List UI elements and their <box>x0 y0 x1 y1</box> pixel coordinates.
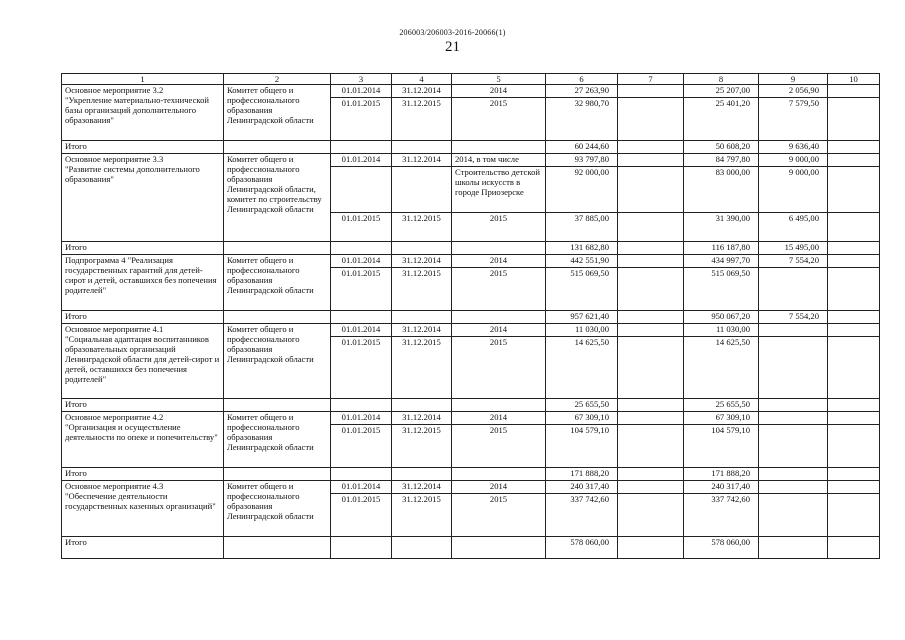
total-value: 515 069,50 <box>546 268 618 311</box>
local-value <box>759 494 828 537</box>
end-date <box>392 167 452 213</box>
end-date: 31.12.2015 <box>392 425 452 468</box>
start-date <box>331 167 392 213</box>
total-label: Итого <box>62 141 224 154</box>
start-date: 01.01.2014 <box>331 154 392 167</box>
measure-name: Основное мероприятие 3.2 "Укрепление материально-технической базы организаций дополнительного образования" <box>62 85 224 141</box>
other-value <box>828 141 880 154</box>
total-value: 60 244,60 <box>546 141 618 154</box>
column-header: 7 <box>618 74 684 85</box>
start-date: 01.01.2014 <box>331 324 392 337</box>
executor <box>224 311 331 324</box>
executor: Комитет общего и профессионального образования Ленинградской области <box>224 481 331 537</box>
start-date: 01.01.2014 <box>331 481 392 494</box>
end-date: 31.12.2014 <box>392 255 452 268</box>
total-value: 67 309,10 <box>546 412 618 425</box>
local-value: 9 636,40 <box>759 141 828 154</box>
start-date <box>331 468 392 481</box>
federal-value <box>618 311 684 324</box>
federal-value <box>618 213 684 242</box>
regional-value: 515 069,50 <box>684 268 759 311</box>
local-value: 7 554,20 <box>759 311 828 324</box>
other-value <box>828 154 880 167</box>
column-header: 10 <box>828 74 880 85</box>
federal-value <box>618 98 684 141</box>
end-date <box>392 141 452 154</box>
executor: Комитет общего и профессионального образования Ленинградской области <box>224 324 331 399</box>
regional-value: 84 797,80 <box>684 154 759 167</box>
regional-value: 25 401,20 <box>684 98 759 141</box>
end-date: 31.12.2015 <box>392 268 452 311</box>
federal-value <box>618 141 684 154</box>
federal-value <box>618 167 684 213</box>
local-value <box>759 481 828 494</box>
year <box>452 537 546 559</box>
federal-value <box>618 337 684 399</box>
federal-value <box>618 412 684 425</box>
year: 2014 <box>452 481 546 494</box>
column-header: 8 <box>684 74 759 85</box>
other-value <box>828 481 880 494</box>
year: 2014 <box>452 412 546 425</box>
year-note: Строительство детской школы искусств в городе Приозерске <box>452 167 546 213</box>
end-date: 31.12.2014 <box>392 481 452 494</box>
start-date <box>331 311 392 324</box>
executor <box>224 242 331 255</box>
local-value <box>759 337 828 399</box>
regional-value: 104 579,10 <box>684 425 759 468</box>
total-label: Итого <box>62 399 224 412</box>
local-value: 2 056,90 <box>759 85 828 98</box>
local-value: 9 000,00 <box>759 167 828 213</box>
end-date: 31.12.2014 <box>392 85 452 98</box>
other-value <box>828 268 880 311</box>
local-value <box>759 268 828 311</box>
column-header: 3 <box>331 74 392 85</box>
year: 2014 <box>452 324 546 337</box>
total-row <box>62 537 880 559</box>
start-date <box>331 242 392 255</box>
regional-value: 31 390,00 <box>684 213 759 242</box>
start-date: 01.01.2015 <box>331 425 392 468</box>
total-label: Итого <box>62 311 224 324</box>
other-value <box>828 242 880 255</box>
local-value: 9 000,00 <box>759 154 828 167</box>
table-row <box>62 481 880 494</box>
regional-value: 11 030,00 <box>684 324 759 337</box>
federal-value <box>618 85 684 98</box>
end-date <box>392 311 452 324</box>
year: 2014 <box>452 255 546 268</box>
column-header: 5 <box>452 74 546 85</box>
local-value <box>759 537 828 559</box>
other-value <box>828 167 880 213</box>
other-value <box>828 255 880 268</box>
other-value <box>828 98 880 141</box>
page-number: 21 <box>445 39 460 55</box>
federal-value <box>618 468 684 481</box>
document-id: 206003/206003-2016-20066(1) <box>399 28 506 37</box>
total-value: 27 263,90 <box>546 85 618 98</box>
regional-value: 578 060,00 <box>684 537 759 559</box>
other-value <box>828 425 880 468</box>
year: 2015 <box>452 268 546 311</box>
year: 2015 <box>452 494 546 537</box>
executor <box>224 468 331 481</box>
other-value <box>828 311 880 324</box>
measure-name: Основное мероприятие 4.3 "Обеспечение деятельности государственных казенных организаций" <box>62 481 224 537</box>
total-row <box>62 311 880 324</box>
total-value: 240 317,40 <box>546 481 618 494</box>
end-date: 31.12.2015 <box>392 98 452 141</box>
start-date: 01.01.2015 <box>331 98 392 141</box>
total-value: 25 655,50 <box>546 399 618 412</box>
regional-value: 50 608,20 <box>684 141 759 154</box>
other-value <box>828 399 880 412</box>
column-header: 1 <box>62 74 224 85</box>
table-row <box>62 154 880 167</box>
federal-value <box>618 425 684 468</box>
end-date: 31.12.2014 <box>392 154 452 167</box>
end-date: 31.12.2014 <box>392 324 452 337</box>
local-value <box>759 425 828 468</box>
executor: Комитет общего и профессионального образования Ленинградской области, комитет по строительству Ленинградской области <box>224 154 331 242</box>
total-value: 32 980,70 <box>546 98 618 141</box>
measure-name: Основное мероприятие 4.2 "Организация и осуществление деятельности по опеке и попечительству" <box>62 412 224 468</box>
table-row <box>62 324 880 337</box>
regional-value: 14 625,50 <box>684 337 759 399</box>
regional-value: 67 309,10 <box>684 412 759 425</box>
executor: Комитет общего и профессионального образования Ленинградской области <box>224 412 331 468</box>
local-value: 7 579,50 <box>759 98 828 141</box>
regional-value: 950 067,20 <box>684 311 759 324</box>
total-row <box>62 141 880 154</box>
regional-value: 83 000,00 <box>684 167 759 213</box>
federal-value <box>618 399 684 412</box>
federal-value <box>618 494 684 537</box>
local-value <box>759 399 828 412</box>
column-header: 2 <box>224 74 331 85</box>
federal-value <box>618 481 684 494</box>
program-table <box>61 73 880 559</box>
regional-value: 116 187,80 <box>684 242 759 255</box>
total-row <box>62 242 880 255</box>
header-row <box>62 74 880 85</box>
table-row <box>62 412 880 425</box>
total-value: 92 000,00 <box>546 167 618 213</box>
other-value <box>828 85 880 98</box>
end-date <box>392 399 452 412</box>
regional-value: 25 207,00 <box>684 85 759 98</box>
executor: Комитет общего и профессионального образования Ленинградской области <box>224 255 331 311</box>
total-value: 957 621,40 <box>546 311 618 324</box>
other-value <box>828 468 880 481</box>
start-date: 01.01.2014 <box>331 85 392 98</box>
local-value: 6 495,00 <box>759 213 828 242</box>
federal-value <box>618 268 684 311</box>
start-date <box>331 399 392 412</box>
regional-value: 240 317,40 <box>684 481 759 494</box>
total-label: Итого <box>62 242 224 255</box>
federal-value <box>618 255 684 268</box>
executor <box>224 537 331 559</box>
executor <box>224 141 331 154</box>
regional-value: 337 742,60 <box>684 494 759 537</box>
local-value <box>759 468 828 481</box>
year: 2015 <box>452 337 546 399</box>
total-value: 442 551,90 <box>546 255 618 268</box>
column-header: 9 <box>759 74 828 85</box>
total-label: Итого <box>62 537 224 559</box>
year: 2014, в том числе <box>452 154 546 167</box>
total-value: 578 060,00 <box>546 537 618 559</box>
other-value <box>828 494 880 537</box>
year <box>452 399 546 412</box>
start-date: 01.01.2015 <box>331 337 392 399</box>
total-label: Итого <box>62 468 224 481</box>
end-date <box>392 537 452 559</box>
start-date: 01.01.2014 <box>331 412 392 425</box>
total-value: 131 682,80 <box>546 242 618 255</box>
column-header: 6 <box>546 74 618 85</box>
federal-value <box>618 537 684 559</box>
start-date <box>331 537 392 559</box>
executor: Комитет общего и профессионального образования Ленинградской области <box>224 85 331 141</box>
measure-name: Основное мероприятие 3.3 "Развитие системы дополнительного образования" <box>62 154 224 242</box>
table-row <box>62 85 880 98</box>
federal-value <box>618 242 684 255</box>
end-date: 31.12.2015 <box>392 213 452 242</box>
year: 2015 <box>452 213 546 242</box>
federal-value <box>618 154 684 167</box>
regional-value: 25 655,50 <box>684 399 759 412</box>
year: 2015 <box>452 425 546 468</box>
total-value: 104 579,10 <box>546 425 618 468</box>
local-value: 7 554,20 <box>759 255 828 268</box>
federal-value <box>618 324 684 337</box>
end-date: 31.12.2015 <box>392 337 452 399</box>
column-header: 4 <box>392 74 452 85</box>
total-value: 37 885,00 <box>546 213 618 242</box>
start-date: 01.01.2014 <box>331 255 392 268</box>
other-value <box>828 213 880 242</box>
total-value: 337 742,60 <box>546 494 618 537</box>
total-value: 11 030,00 <box>546 324 618 337</box>
total-value: 171 888,20 <box>546 468 618 481</box>
end-date: 31.12.2015 <box>392 494 452 537</box>
year <box>452 468 546 481</box>
other-value <box>828 324 880 337</box>
year <box>452 311 546 324</box>
other-value <box>828 537 880 559</box>
start-date: 01.01.2015 <box>331 213 392 242</box>
table-row <box>62 255 880 268</box>
local-value <box>759 412 828 425</box>
measure-name: Подпрограмма 4 "Реализация государственных гарантий для детей-сирот и детей, оставшихся без попечения родителей" <box>62 255 224 311</box>
local-value <box>759 324 828 337</box>
total-value: 93 797,80 <box>546 154 618 167</box>
end-date <box>392 242 452 255</box>
regional-value: 434 997,70 <box>684 255 759 268</box>
regional-value: 171 888,20 <box>684 468 759 481</box>
local-value: 15 495,00 <box>759 242 828 255</box>
total-row <box>62 468 880 481</box>
end-date <box>392 468 452 481</box>
executor <box>224 399 331 412</box>
year: 2014 <box>452 85 546 98</box>
year <box>452 141 546 154</box>
other-value <box>828 337 880 399</box>
total-row <box>62 399 880 412</box>
year <box>452 242 546 255</box>
end-date: 31.12.2014 <box>392 412 452 425</box>
measure-name: Основное мероприятие 4.1 "Социальная адаптация воспитанников образовательных организаций Ленинградской области для детей-сирот и детей, оставшихся без попечения родителей" <box>62 324 224 399</box>
start-date: 01.01.2015 <box>331 494 392 537</box>
start-date <box>331 141 392 154</box>
total-value: 14 625,50 <box>546 337 618 399</box>
year: 2015 <box>452 98 546 141</box>
other-value <box>828 412 880 425</box>
start-date: 01.01.2015 <box>331 268 392 311</box>
